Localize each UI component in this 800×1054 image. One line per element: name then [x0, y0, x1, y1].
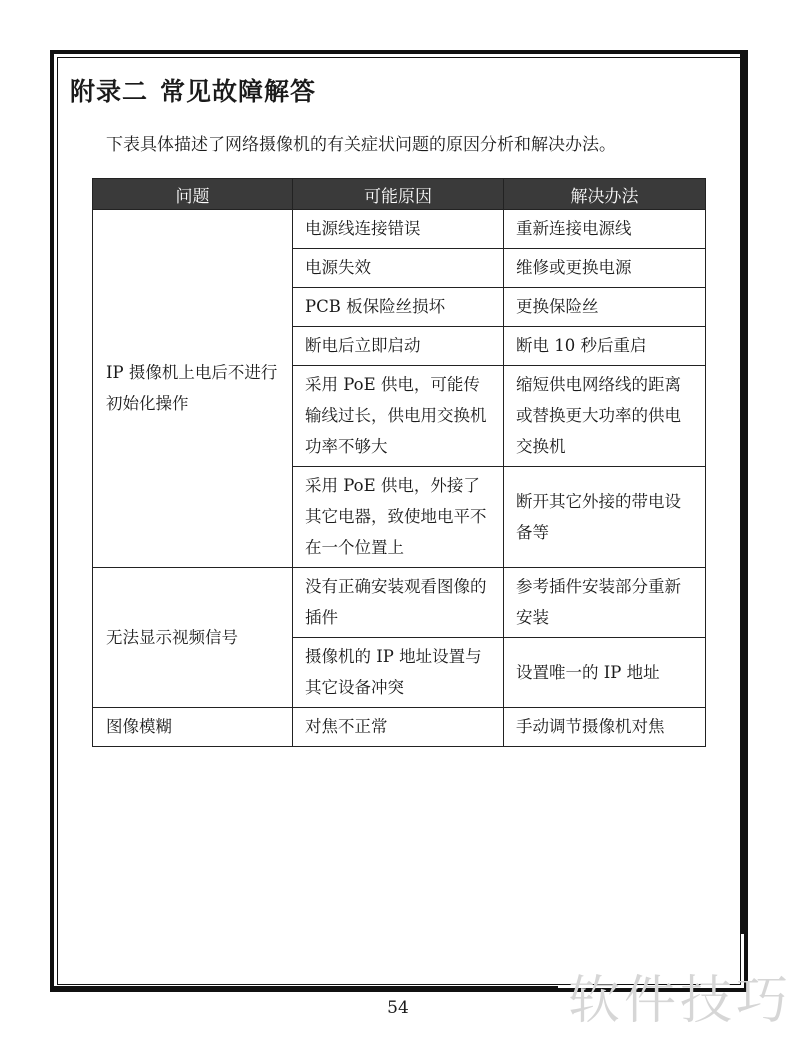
problem-cell: 无法显示视频信号	[93, 568, 293, 708]
table-row	[93, 210, 706, 249]
solution-cell: 断电 10 秒后重启	[504, 327, 706, 366]
cause-cell: 采用 PoE 供电，外接了其它电器，致使地电平不在一个位置上	[293, 467, 504, 568]
table-header-row	[93, 179, 706, 210]
page-number: 54	[387, 998, 409, 1018]
solution-cell: 参考插件安装部分重新安装	[504, 568, 706, 638]
appendix-title: 常见故障解答	[160, 77, 317, 106]
header-cause: 可能原因	[293, 179, 504, 210]
solution-cell: 重新连接电源线	[504, 210, 706, 249]
faq-table	[92, 178, 706, 747]
page-frame-shadow-right	[740, 50, 746, 934]
problem-cell: IP 摄像机上电后不进行初始化操作	[93, 210, 293, 568]
header-solution: 解决办法	[504, 179, 706, 210]
cause-cell: 对焦不正常	[293, 708, 504, 747]
solution-cell: 手动调节摄像机对焦	[504, 708, 706, 747]
solution-cell: 设置唯一的 IP 地址	[504, 638, 706, 708]
watermark: 软件技巧	[568, 971, 793, 1031]
solution-cell: 断开其它外接的带电设备等	[504, 467, 706, 568]
cause-cell: 电源失效	[293, 249, 504, 288]
solution-cell: 更换保险丝	[504, 288, 706, 327]
intro-text: 下表具体描述了网络摄像机的有关症状问题的原因分析和解决办法。	[106, 135, 616, 155]
appendix-label: 附录二	[70, 77, 149, 106]
cause-cell: 采用 PoE 供电，可能传输线过长，供电用交换机功率不够大	[293, 366, 504, 467]
cause-cell: 断电后立即启动	[293, 327, 504, 366]
solution-cell: 维修或更换电源	[504, 249, 706, 288]
cause-cell: PCB 板保险丝损坏	[293, 288, 504, 327]
table-row	[93, 708, 706, 747]
page-title	[70, 72, 316, 108]
page-frame-shadow-bottom	[50, 986, 558, 992]
cause-cell: 没有正确安装观看图像的插件	[293, 568, 504, 638]
solution-cell: 缩短供电网络线的距离或替换更大功率的供电交换机	[504, 366, 706, 467]
problem-cell: 图像模糊	[93, 708, 293, 747]
table-row	[93, 568, 706, 638]
cause-cell: 电源线连接错误	[293, 210, 504, 249]
cause-cell: 摄像机的 IP 地址设置与其它设备冲突	[293, 638, 504, 708]
header-problem: 问题	[93, 179, 293, 210]
